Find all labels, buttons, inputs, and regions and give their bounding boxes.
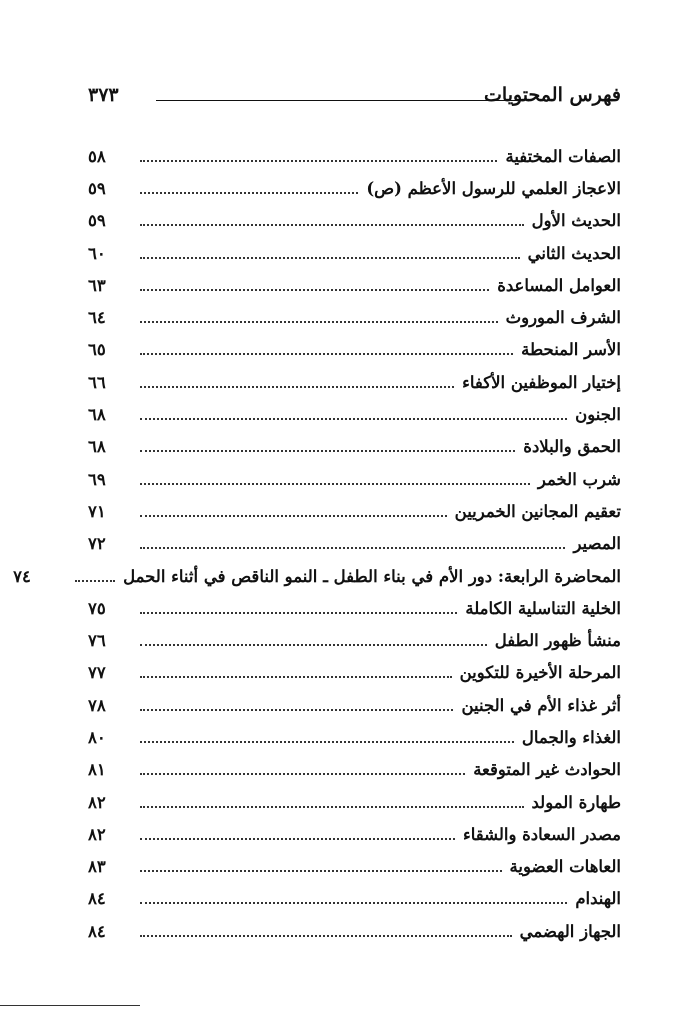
dot-leader [140,611,457,614]
entry-page: ٨٣ [88,857,106,877]
entry-title: المرحلة الأخيرة للتكوين [459,663,621,683]
toc-entry [88,915,621,947]
header-rule [156,100,521,101]
entry-page: ٨٢ [88,792,106,812]
entry-title: الهندام [575,889,621,909]
dot-leader [140,708,453,711]
toc-entry [88,689,621,721]
entry-page: ٦٤ [88,308,106,328]
entry-title: الجنون [575,405,621,425]
entry-title: الاعجاز العلمي للرسول الأعظم (ص) [366,178,621,198]
dot-leader [140,675,452,678]
entry-title: الحديث الأول [531,211,621,231]
entry-page: ٦٦ [88,372,106,392]
entry-page: ٦٨ [88,437,106,457]
dot-leader [140,417,567,420]
dot-leader [140,256,520,259]
toc-entry [88,786,621,818]
toc-entry [88,269,621,301]
entry-title: المصير [573,534,621,554]
entry-title: العوامل المساعدة [497,275,621,295]
entry-title: إختيار الموظفين الأكفاء [462,372,621,392]
entry-title: الخلية التناسلية الكاملة [465,598,621,618]
entry-title: الحمق والبلادة [523,437,621,457]
entry-page: ٥٨ [88,146,106,166]
dot-leader [140,288,489,291]
chapter-page: ٧٤ [13,566,31,586]
entry-page: ٨٤ [88,889,106,909]
entry-page: ٧٦ [88,631,106,651]
page-number: ٣٧٣ [88,84,119,106]
toc-entry [88,883,621,915]
entry-page: ٨١ [88,760,106,780]
entry-title: الصفات المختفية [505,146,621,166]
dot-leader [140,546,565,549]
entry-page: ٧١ [88,501,106,521]
toc-entry [88,721,621,753]
entry-page: ٦٠ [88,243,106,263]
entry-title: العاهات العضوية [509,857,621,877]
dot-leader [140,901,567,904]
toc-entry [88,818,621,850]
dot-leader [140,934,512,937]
table-of-contents [13,140,621,947]
chapter-title [115,567,621,586]
toc-entry [88,398,621,430]
entry-page: ٧٢ [88,534,106,554]
entry-title: الأسر المنحطة [521,340,621,360]
entry-title: الحديث الثاني [527,243,621,263]
toc-entry [88,172,621,204]
dot-leader [140,869,502,872]
toc-entry [88,592,621,624]
dot-leader [140,352,513,355]
toc-entry [88,851,621,883]
entry-title: الحوادث غير المتوقعة [473,760,621,780]
dot-leader [140,385,454,388]
toc-entries-before [88,140,621,560]
entry-title: تعقيم المجانين الخمريين [454,501,621,521]
chapter-heading [13,560,621,592]
entry-page: ٧٥ [88,598,106,618]
toc-entry [88,624,621,656]
toc-entry [88,334,621,366]
entry-page: ٧٧ [88,663,106,683]
toc-entries-after [88,592,621,947]
dot-leader [140,514,447,517]
toc-entry [88,657,621,689]
dot-leader [140,320,498,323]
entry-title: طهارة المولد [531,792,621,812]
toc-entry [88,431,621,463]
toc-entry [88,205,621,237]
page-header [88,84,621,114]
footnote-rule [0,1005,140,1006]
entry-page: ٧٨ [88,695,106,715]
toc-entry [88,301,621,333]
entry-page: ٥٩ [88,211,106,231]
page-title: فهرس المحتويات [484,84,621,106]
dot-leader [140,837,455,840]
dot-leader [140,643,487,646]
toc-entry [88,140,621,172]
entry-page: ٨٤ [88,921,106,941]
entry-page: ٥٩ [88,178,106,198]
chapter-label: المحاضرة الرابعة: [497,566,621,586]
dot-leader [140,482,530,485]
toc-entry [88,528,621,560]
entry-page: ٦٨ [88,405,106,425]
dot-leader [140,740,514,743]
entry-title: أثر غذاء الأم في الجنين [461,695,621,715]
entry-title: شرب الخمر [537,469,621,489]
dot-leader [140,772,465,775]
entry-title: مصدر السعادة والشقاء [462,824,621,844]
dot-leader [75,579,115,582]
entry-page: ٦٣ [88,275,106,295]
entry-title: الغذاء والجمال [521,727,621,747]
toc-entry [88,237,621,269]
dot-leader [140,223,524,226]
toc-entry [88,366,621,398]
entry-page: ٦٥ [88,340,106,360]
toc-entry [88,754,621,786]
entry-page: ٦٩ [88,469,106,489]
dot-leader [140,449,515,452]
dot-leader [140,191,358,194]
toc-entry [88,495,621,527]
entry-title: الجهاز الهضمي [519,921,621,941]
dot-leader [140,159,497,162]
dot-leader [140,805,524,808]
entry-page: ٨٠ [88,727,106,747]
entry-title: الشرف الموروث [505,308,621,328]
entry-page: ٨٢ [88,824,106,844]
chapter-topic: دور الأم في بناء الطفل ـ النمو الناقص في أثناء الحمل [123,566,493,586]
toc-entry [88,463,621,495]
entry-title: منشأ ظهور الطفل [494,631,621,651]
